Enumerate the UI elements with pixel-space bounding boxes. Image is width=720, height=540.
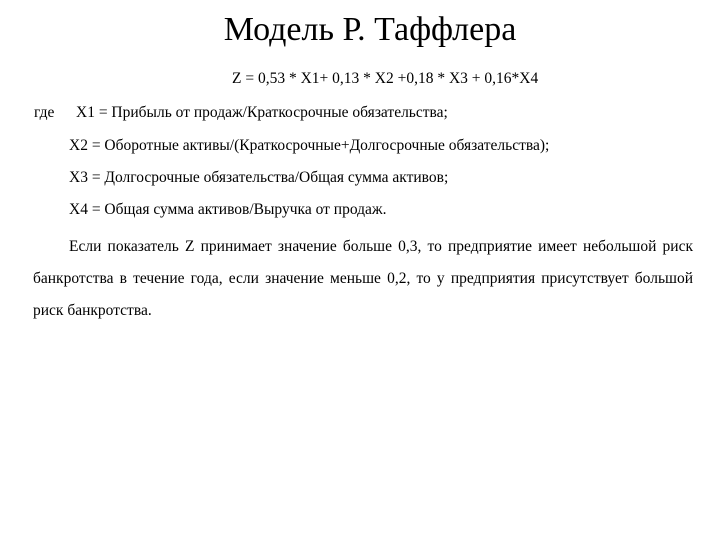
conclusion-paragraph: Если показатель Z принимает значение больше 0,3, то предприятие имеет небольшой риск банкротства в течение года, если значение меньше 0,2, то у предприятия присутствует большой риск банкротства. (33, 238, 693, 319)
definition-x4: X4 = Общая сумма активов/Выручка от продаж. (69, 201, 387, 218)
definition-x1-text: X1 = Прибыль от продаж/Краткосрочные обязательства; (76, 104, 448, 121)
definition-x1 (34, 103, 448, 123)
definition-prefix: где (34, 104, 55, 121)
slide-title: Модель Р. Таффлера (223, 11, 517, 48)
definition-x3: X3 = Долгосрочные обязательства/Общая сумма активов; (69, 169, 449, 186)
z-score-formula: Z = 0,53 * X1+ 0,13 * X2 +0,18 * X3 + 0,16*X4 (232, 70, 539, 87)
definition-x2: X2 = Оборотные активы/(Краткосрочные+Долгосрочные обязательства); (69, 137, 550, 154)
